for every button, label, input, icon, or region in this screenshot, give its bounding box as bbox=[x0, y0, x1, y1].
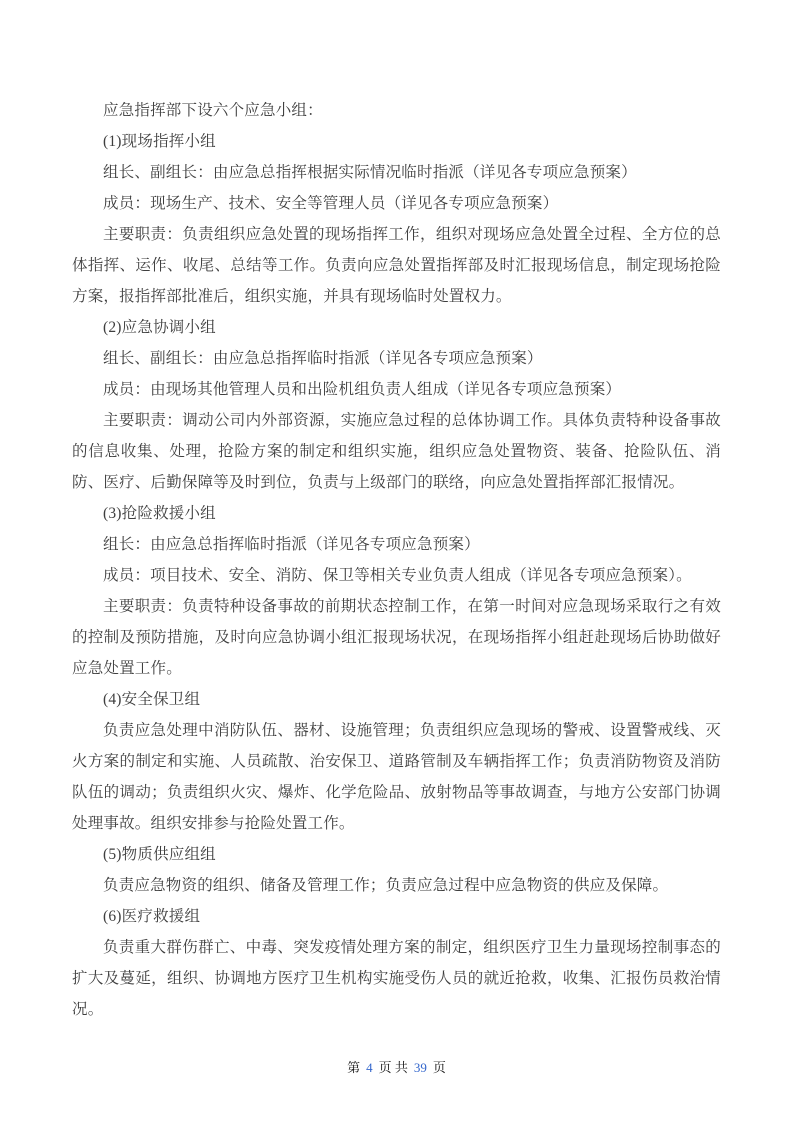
document-paragraph: (4)安全保卫组 bbox=[103, 691, 201, 708]
document-paragraph: 成员：现场生产、技术、安全等管理人员（详见各专项应急预案） bbox=[103, 195, 559, 212]
total-pages: 39 bbox=[413, 1060, 427, 1075]
document-paragraph: 主要职责：负责特种设备事故的前期状态控制工作，在第一时间对应急现场采取行之有效的控制及预防措施，及时向应急协调小组汇报现场状况，在现场指挥小组赶赴现场后协助做好应急处置工作。 bbox=[72, 598, 721, 677]
footer-label-of: 页 共 bbox=[378, 1060, 408, 1075]
page-footer bbox=[0, 1058, 793, 1078]
document-paragraph: (2)应急协调小组 bbox=[103, 319, 216, 336]
document-paragraph: (5)物质供应组组 bbox=[103, 846, 216, 863]
document-paragraph: 组长、副组长：由应急总指挥临时指派（详见各专项应急预案） bbox=[103, 350, 543, 367]
document-paragraph: 组长：由应急总指挥临时指派（详见各专项应急预案） bbox=[103, 536, 480, 553]
document-paragraph: 负责应急物资的组织、储备及管理工作；负责应急过程中应急物资的供应及保障。 bbox=[103, 877, 669, 894]
page-number: 4 bbox=[366, 1060, 373, 1075]
document-paragraph: 负责应急处理中消防队伍、器材、设施管理；负责组织应急现场的警戒、设置警戒线、灭火方案的制定和实施、人员疏散、治安保卫、道路管制及车辆指挥工作；负责消防物资及消防队伍的调动；负责组织火灾、爆炸、化学危险品、放射物品等事故调查，与地方公安部门协调处理事故。组织安排参与抢险处置工作。 bbox=[72, 722, 721, 832]
document-paragraph: (6)医疗救援组 bbox=[103, 908, 201, 925]
document-paragraph: 负责重大群伤群亡、中毒、突发疫情处理方案的制定，组织医疗卫生力量现场控制事态的扩大及蔓延，组织、协调地方医疗卫生机构实施受伤人员的就近抢救，收集、汇报伤员救治情况。 bbox=[72, 939, 721, 1018]
footer-label-pages: 页 bbox=[432, 1060, 446, 1075]
document-paragraph: 主要职责：负责组织应急处置的现场指挥工作，组织对现场应急处置全过程、全方位的总体指挥、运作、收尾、总结等工作。负责向应急处置指挥部及时汇报现场信息，制定现场抢险方案，报指挥部批准后，组织实施，并具有现场临时处置权力。 bbox=[72, 226, 721, 305]
document-paragraph: 主要职责：调动公司内外部资源，实施应急过程的总体协调工作。具体负责特种设备事故的信息收集、处理，抢险方案的制定和组织实施，组织应急处置物资、装备、抢险队伍、消防、医疗、后勤保障等及时到位，负责与上级部门的联络，向应急处置指挥部汇报情况。 bbox=[72, 412, 721, 491]
document-paragraph: 组长、副组长：由应急总指挥根据实际情况临时指派（详见各专项应急预案） bbox=[103, 164, 637, 181]
document-paragraph: (1)现场指挥小组 bbox=[103, 133, 216, 150]
footer-label-page: 第 bbox=[347, 1060, 361, 1075]
document-paragraph: 成员：由现场其他管理人员和出险机组负责人组成（详见各专项应急预案） bbox=[103, 381, 622, 398]
document-paragraph: (3)抢险救援小组 bbox=[103, 505, 216, 522]
document-body bbox=[72, 95, 721, 1025]
document-paragraph: 成员：项目技术、安全、消防、保卫等相关专业负责人组成（详见各专项应急预案）。 bbox=[103, 567, 692, 584]
document-paragraph: 应急指挥部下设六个应急小组： bbox=[103, 102, 323, 119]
